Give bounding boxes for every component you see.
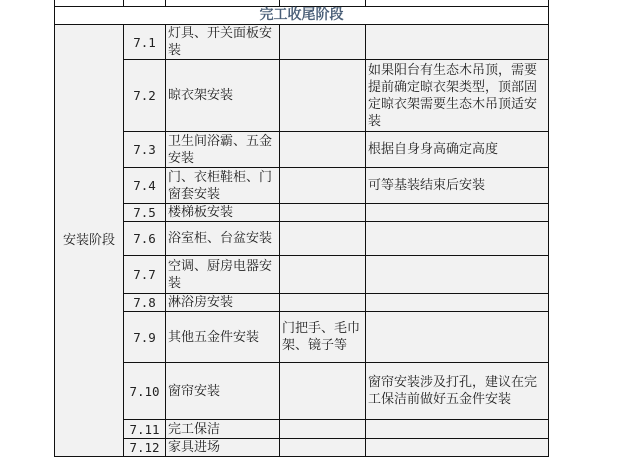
section-header-row <box>55 7 549 25</box>
item-detail <box>280 168 366 204</box>
item-name: 门、衣柜鞋柜、门窗套安装 <box>166 168 280 204</box>
item-note: 可等基装结束后安装 <box>366 168 549 204</box>
table-row <box>55 222 549 256</box>
item-number: 7.4 <box>124 168 166 204</box>
table-row <box>55 25 549 60</box>
table-row <box>55 439 549 457</box>
table-row <box>55 294 549 312</box>
item-name: 晾衣架安装 <box>166 60 280 132</box>
item-number: 7.5 <box>124 204 166 222</box>
item-detail <box>280 132 366 168</box>
item-detail: 门把手、毛巾架、镜子等 <box>280 312 366 363</box>
item-detail <box>280 204 366 222</box>
item-note <box>366 294 549 312</box>
item-name: 窗帘安装 <box>166 363 280 420</box>
item-note <box>366 204 549 222</box>
item-name: 空调、厨房电器安装 <box>166 256 280 294</box>
item-number: 7.9 <box>124 312 166 363</box>
item-detail <box>280 60 366 132</box>
item-name: 卫生间浴霸、五金安装 <box>166 132 280 168</box>
table-row <box>55 420 549 439</box>
item-note <box>366 439 549 457</box>
item-name: 家具进场 <box>166 439 280 457</box>
item-detail <box>280 25 366 60</box>
table-row <box>55 60 549 132</box>
item-number: 7.2 <box>124 60 166 132</box>
item-number: 7.7 <box>124 256 166 294</box>
item-name: 楼梯板安装 <box>166 204 280 222</box>
item-detail <box>280 363 366 420</box>
table-row <box>55 363 549 420</box>
item-name: 其他五金件安装 <box>166 312 280 363</box>
item-number: 7.6 <box>124 222 166 256</box>
item-number: 7.10 <box>124 363 166 420</box>
item-number: 7.11 <box>124 420 166 439</box>
item-detail <box>280 439 366 457</box>
item-number: 7.1 <box>124 25 166 60</box>
item-note: 窗帘安装涉及打孔，建议在完工保洁前做好五金件安装 <box>366 363 549 420</box>
item-detail <box>280 294 366 312</box>
table-row <box>55 132 549 168</box>
item-detail <box>280 420 366 439</box>
table-row <box>55 312 549 363</box>
item-number: 7.12 <box>124 439 166 457</box>
item-note <box>366 420 549 439</box>
table-row <box>55 204 549 222</box>
item-name: 淋浴房安装 <box>166 294 280 312</box>
item-note <box>366 312 549 363</box>
table-row <box>55 168 549 204</box>
item-detail <box>280 222 366 256</box>
item-detail <box>280 256 366 294</box>
table-row <box>55 256 549 294</box>
section-title: 完工收尾阶段 <box>55 7 549 25</box>
item-note <box>366 256 549 294</box>
item-note: 根据自身身高确定高度 <box>366 132 549 168</box>
item-name: 灯具、开关面板安装 <box>166 25 280 60</box>
construction-schedule-table <box>54 0 549 457</box>
stage-label: 安装阶段 <box>55 25 124 457</box>
item-name: 完工保洁 <box>166 420 280 439</box>
item-note <box>366 222 549 256</box>
item-number: 7.3 <box>124 132 166 168</box>
item-number: 7.8 <box>124 294 166 312</box>
item-note: 如果阳台有生态木吊顶，需要提前确定晾衣架类型，顶部固定晾衣架需要生态木吊顶适安装 <box>366 60 549 132</box>
item-name: 浴室柜、台盆安装 <box>166 222 280 256</box>
item-note <box>366 25 549 60</box>
